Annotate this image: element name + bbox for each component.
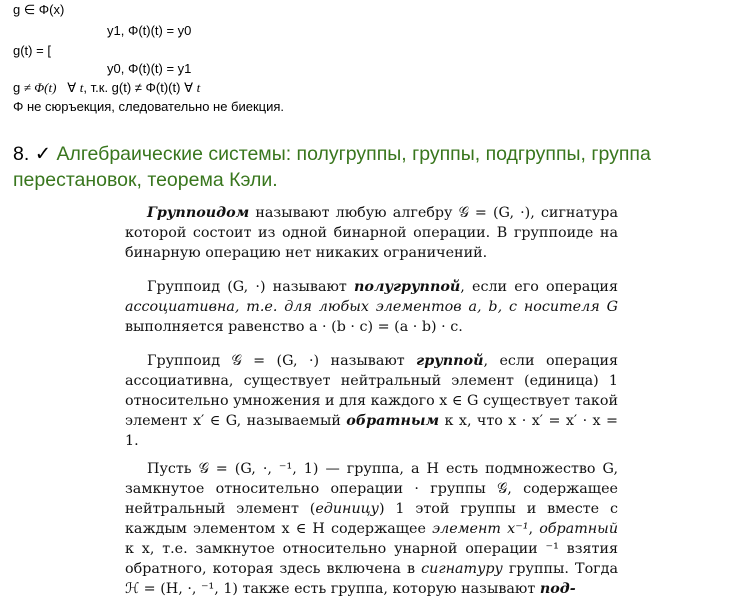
group-text-b: , если операция ассоциативна, существует нейтральный элемент (единица) 1 относительно умножения и для каждого x ∈ G существует такой элемент x′ ∈ G, называемый <box>125 353 618 429</box>
paragraph-semigroup <box>125 277 618 337</box>
forall-symbol: ∀ <box>67 80 77 95</box>
subgroup-text-e: группы. Тогда ℋ = (H, ·, ⁻¹, 1) также есть группа, которую называют <box>125 561 618 597</box>
subgroup-text-c: , <box>528 521 540 537</box>
term-inverse: обратным <box>346 413 440 429</box>
text-g: g <box>13 80 21 95</box>
semigroup-text-e: носителя <box>517 299 607 315</box>
term-unit: единицу <box>315 501 379 517</box>
line-conclusion: Φ не сюръекция, следовательно не биекция. <box>13 99 285 114</box>
text-since: , т.к. g(t) ≠ Φ(t)(t) ∀ <box>83 80 193 95</box>
line-case-y0: y0, Φ(t)(t) = y1 <box>107 61 192 76</box>
term-associative: ассоциативна <box>125 299 235 315</box>
semigroup-var-g: G <box>606 299 618 315</box>
semigroup-text-c: , т.е. для любых элементов <box>234 299 469 315</box>
semigroup-text-a: Группоид (G, ·) называют <box>147 279 355 295</box>
subgroup-text-d: к x, т.е. замкнутое относительно унарной операции ⁻¹ взятия обратного, которая здесь включена в <box>125 541 618 577</box>
text-neq-phi: ≠ Φ(t) <box>23 80 57 95</box>
line-case-y1: y1, Φ(t)(t) = y0 <box>107 23 192 38</box>
checkmark-icon: ✓ <box>34 143 52 165</box>
semigroup-text-b: , если его операция <box>460 279 618 295</box>
scanned-book-excerpt <box>125 203 618 599</box>
line-g-not-phi <box>13 80 200 95</box>
paragraph-groupoid <box>125 203 618 263</box>
term-group: группой <box>416 353 484 369</box>
var-t: t <box>79 80 84 95</box>
section-number: 8. <box>13 143 30 165</box>
semigroup-vars: a, b, c <box>468 299 517 315</box>
term-inverse-adj: обратный <box>539 521 619 537</box>
section-heading <box>13 141 728 193</box>
term-groupoid: Группоидом <box>147 205 250 221</box>
subgroup-text-a: Пусть 𝒢 = (G, ·, ⁻¹, 1) — группа, а H есть подмножество G, замкнутое относительно операции · группы 𝒢, содержащее нейтральный элемент ( <box>125 461 618 517</box>
line-g-in-phi: g ∈ Φ(x) <box>13 2 65 17</box>
term-subgroup: под- <box>539 581 576 597</box>
paragraph-group <box>125 351 618 451</box>
term-element-inverse: элемент x⁻¹ <box>432 521 529 537</box>
line-g-def: g(t) = [ <box>13 43 51 58</box>
group-text-a: Группоид 𝒢 = (G, ·) называют <box>147 353 417 369</box>
paragraph-subgroup <box>125 459 618 599</box>
group-text-c: к x, что x · x′ = x′ · x = 1. <box>125 413 618 449</box>
section-title: Алгебраические системы: полугруппы, группы, подгруппы, группа перестановок, теорема Кэли. <box>13 143 651 191</box>
var-t-2: t <box>196 80 201 95</box>
subgroup-text-b: ) 1 этой группы и вместе с каждым элементом x ∈ H содержащее <box>125 501 618 537</box>
semigroup-text-g: выполняется равенство a · (b · c) = (a · b) · c. <box>125 319 463 335</box>
term-semigroup: полугруппой <box>354 279 461 295</box>
paragraph-groupoid-text: называют любую алгебру 𝒢 = (G, ·), сигнатура которой состоит из одной бинарной операции. В группоиде на бинарную операцию нет никаких ограничений. <box>125 205 618 261</box>
term-signature: сигнатуру <box>421 561 503 577</box>
